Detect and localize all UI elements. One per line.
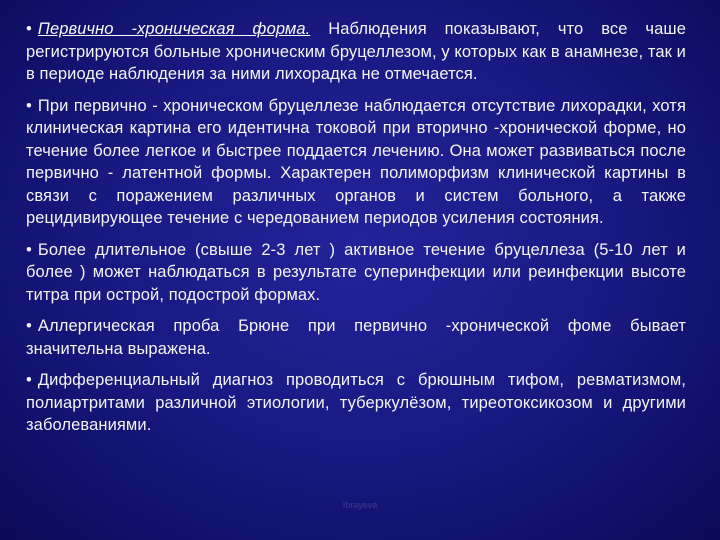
- paragraph-text: При первично - хроническом бруцеллезе наблюдается отсутствие лихорадки, хотя клиническая картина его идентична токовой при вторично -хронической форме, но течение более легкое и быстрее поддается лечению. Она может развиваться после первично - латентной формы. Характерен полиморфизм клинической картины в связи с поражением различных органов и систем больного, а также рецидивирующее течение с чередованием периодов усиления состояния.: [26, 96, 686, 227]
- paragraph-text: Более длительное (свыше 2-3 лет ) активное течение бруцеллеза (5-10 лет и более ) может наблюдаться в результате суперинфекции или реинфекции высоте титра при острой, подострой формах.: [26, 240, 686, 304]
- paragraph-primary-chronic-form: [26, 18, 686, 86]
- bullet-icon: •: [26, 371, 32, 389]
- bullet-icon: •: [26, 20, 32, 38]
- bullet-icon: •: [26, 240, 32, 259]
- paragraph-text: Дифференциальный диагноз проводиться с брюшным тифом, ревматизмом, полиартритами различной этиологии, туберкулёзом, тиреотоксикозом и другими заболеваниями.: [26, 371, 686, 434]
- paragraph-clinical-picture: [26, 95, 686, 230]
- section-heading: Первично -хроническая форма.: [37, 20, 311, 38]
- paragraph-text: Аллергическая проба Брюне при первично -хронической фоме бывает значительна выражена.: [26, 317, 686, 358]
- paragraph-text: Наблюдения показывают, что все чаше регистрируются больные хроническим бруцеллезом, у которых как в анамнезе, так и в периоде наблюдения за ними лихорадка не отмечается.: [26, 20, 686, 83]
- bullet-icon: •: [26, 317, 32, 335]
- paragraph-differential-diagnosis: [26, 369, 686, 437]
- paragraph-allergy-test: [26, 315, 686, 360]
- slide-content: [26, 18, 686, 446]
- paragraph-prolonged-course: [26, 239, 686, 307]
- footer-author: Ibrayeva: [342, 500, 378, 510]
- bullet-icon: •: [26, 96, 32, 115]
